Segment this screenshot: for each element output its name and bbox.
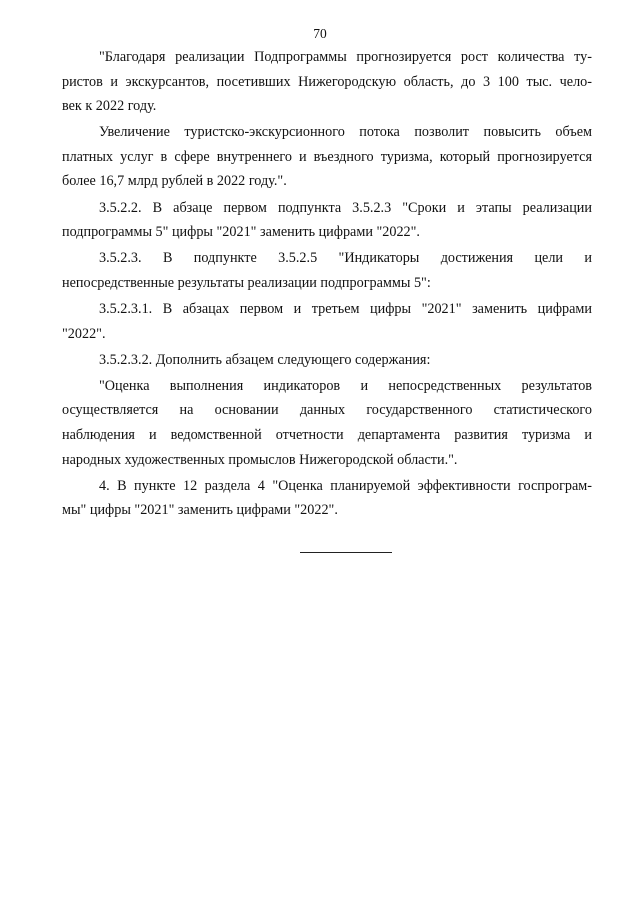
text-line: мы" цифры "2021" заменить цифрами "2022". (62, 502, 338, 519)
paragraph-assessment (62, 374, 592, 472)
text-line: "2022". (62, 325, 106, 342)
text-line: "Оценка выполнения индикаторов и непосредственных результатов (99, 377, 592, 394)
text-line: подпрограммы 5" цифры "2021" заменить цифрами "2022". (62, 224, 420, 241)
text-line: платных услуг в сфере внутреннего и въездного туризма, который прогнозируется (62, 148, 592, 165)
paragraph-forecast-tourists (62, 45, 592, 119)
paragraph-paid-services (62, 120, 592, 194)
text-line: век к 2022 году. (62, 98, 157, 115)
text-line: Увеличение туристско-экскурсионного потока позволит повысить объем (99, 124, 592, 141)
text-line: 3.5.2.3.1. В абзацах первом и третьем цифры "2021" заменить цифрами (99, 300, 592, 317)
text-line: непосредственные результаты реализации подпрограммы 5": (62, 274, 431, 291)
text-line: народных художественных промыслов Нижегородской области.". (62, 451, 458, 468)
text-line: осуществляется на основании данных государственного статистического (62, 402, 592, 419)
paragraph-3-5-2-3-2 (62, 348, 592, 373)
text-line: "Благодаря реализации Подпрограммы прогнозируется рост количества ту- (99, 49, 592, 65)
end-of-text-rule (300, 552, 392, 553)
document-body (62, 45, 592, 524)
paragraph-3-5-2-3 (62, 246, 592, 295)
paragraph-3-5-2-3-1 (62, 297, 592, 346)
text-line: 4. В пункте 12 раздела 4 "Оценка планируемой эффективности госпрограм- (99, 477, 592, 494)
text-line: 3.5.2.3. В подпункте 3.5.2.5 "Индикаторы достижения цели и (99, 250, 592, 267)
page-number: 70 (313, 26, 327, 41)
paragraph-item-4 (62, 474, 592, 523)
text-line: 3.5.2.2. В абзаце первом подпункта 3.5.2.3 "Сроки и этапы реализации (99, 199, 592, 216)
text-line: наблюдения и ведомственной отчетности департамента развития туризма и (62, 426, 592, 443)
text-line: более 16,7 млрд рублей в 2022 году.". (62, 173, 287, 190)
text-line: ристов и экскурсантов, посетивших Нижегородскую область, до 3 100 тыс. чело- (62, 73, 592, 90)
text-line: 3.5.2.3.2. Дополнить абзацем следующего содержания: (99, 351, 431, 368)
paragraph-3-5-2-2 (62, 196, 592, 245)
